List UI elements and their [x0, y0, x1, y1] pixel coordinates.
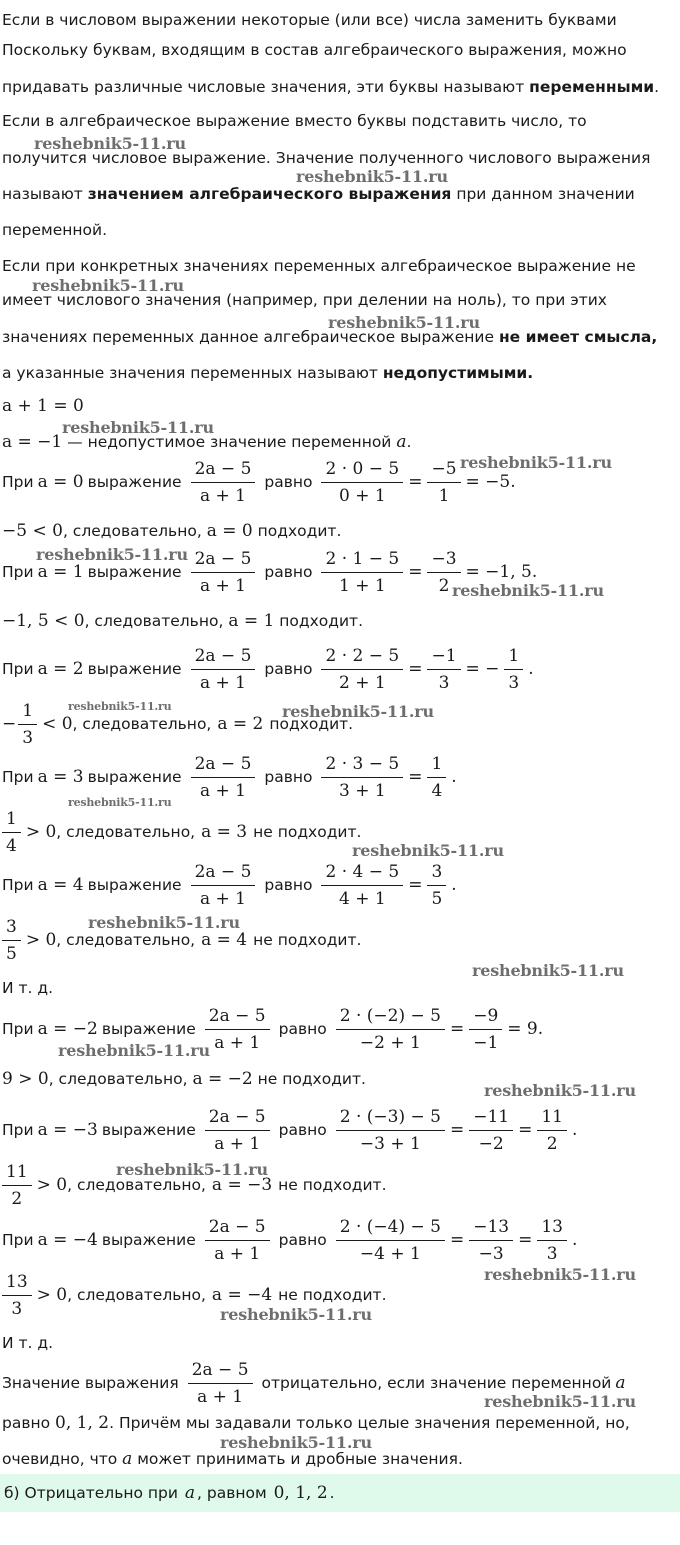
answer-text: б) Отрицательно при a , равном 0, 1, 2 . — [4, 1483, 335, 1503]
watermark: reshebnik5-11.ru — [36, 545, 188, 564]
etc-1: И т. д. — [2, 979, 54, 997]
watermark: reshebnik5-11.ru — [116, 1160, 268, 1179]
case-a0-check: −5 < 0, следовательно, a = 0 подходит. — [2, 521, 342, 541]
answer-box — [0, 1474, 680, 1512]
case-a3-check: $\frac{1}{4}$ > 0 , следовательно, a = 3 не подходит. — [2, 800, 361, 864]
watermark: reshebnik5-11.ru — [220, 1433, 372, 1452]
theory-line-1: Если в числовом выражении некоторые (или все) числа заменить буквами — [2, 11, 617, 29]
watermark: reshebnik5-11.ru — [68, 796, 172, 809]
conclusion-line-3: очевидно, что a может принимать и дробные значения. — [2, 1449, 463, 1469]
theory-line-7: переменной. — [2, 221, 108, 239]
case-a2: При a = 2 выражение $\frac{2a - 5}{a + 1}$ равно $\frac{2 \cdot 2 - 5}{2 + 1}$ = $\frac{-1}{3}$ = − $\frac{1}{3}$ . — [2, 645, 534, 693]
theory-line-3: придавать различные числовые значения, эти буквы называют переменными. — [2, 78, 660, 96]
watermark: reshebnik5-11.ru — [484, 1392, 636, 1411]
case-a-minus4: При a = −4 выражение $\frac{2a - 5}{a + 1}$ равно $\frac{2 \cdot (-4) - 5}{-4 + 1}$ = $\frac{-13}{-3}$ = $\frac{13}{3}$ . — [2, 1216, 578, 1264]
watermark: reshebnik5-11.ru — [282, 702, 434, 721]
watermark: reshebnik5-11.ru — [32, 276, 184, 295]
equation-2: a = −1 — недопустимое значение переменной a. — [2, 432, 412, 452]
watermark: reshebnik5-11.ru — [62, 418, 214, 437]
case-a-minus2: При a = −2 выражение $\frac{2a - 5}{a + 1}$ равно $\frac{2 \cdot (-2) - 5}{-2 + 1}$ = $\frac{-9}{-1}$ = 9. — [2, 1005, 544, 1053]
term-variables: переменными — [529, 78, 655, 96]
conclusion-line-1: Значение выражения $\frac{2a - 5}{a + 1}$ отрицательно, если значение переменной a — [2, 1359, 626, 1407]
theory-line-8: Если при конкретных значениях переменных алгебраическое выражение не — [2, 257, 636, 275]
theory-line-9: имеет числового значения (например, при делении на ноль), то при этих — [2, 291, 607, 309]
term-meaningless: не имеет смысла, — [498, 328, 658, 346]
case-a2-check: − $\frac{1}{3}$ < 0 , следовательно, a = 2 подходит. — [2, 700, 354, 748]
watermark: reshebnik5-11.ru — [68, 700, 172, 713]
watermark: reshebnik5-11.ru — [88, 913, 240, 932]
case-a1: При a = 1 выражение $\frac{2a - 5}{a + 1}$ равно $\frac{2 \cdot 1 - 5}{1 + 1}$ = $\frac{-3}{2}$ = −1, 5. — [2, 548, 538, 596]
theory-line-11: а указанные значения переменных называют недопустимыми. — [2, 364, 534, 382]
watermark: reshebnik5-11.ru — [328, 313, 480, 332]
theory-line-4: Если в алгебраическое выражение вместо буквы подставить число, то — [2, 112, 587, 130]
case-a4: При a = 4 выражение $\frac{2a - 5}{a + 1}$ равно $\frac{2 \cdot 4 - 5}{4 + 1}$ = $\frac{3}{5}$ . — [2, 861, 457, 909]
equation-1: a + 1 = 0 — [2, 396, 84, 416]
theory-line-6: называют значением алгебраического выражения при данном значении — [2, 185, 635, 203]
watermark: reshebnik5-11.ru — [472, 961, 624, 980]
theory-line-2: Поскольку буквам, входящим в состав алгебраического выражения, можно — [2, 41, 627, 59]
watermark: reshebnik5-11.ru — [452, 581, 604, 600]
theory-line-5: получится числовое выражение. Значение полученного числового выражения — [2, 149, 651, 167]
case-a-minus2-check: 9 > 0, следовательно, a = −2 не подходит. — [2, 1069, 366, 1089]
watermark: reshebnik5-11.ru — [58, 1041, 210, 1060]
case-a1-check: −1, 5 < 0, следовательно, a = 1 подходит. — [2, 611, 364, 631]
watermark: reshebnik5-11.ru — [220, 1305, 372, 1324]
case-a4-check: $\frac{3}{5}$ > 0 , следовательно, a = 4 не подходит. — [2, 908, 361, 972]
case-a-minus3: При a = −3 выражение $\frac{2a - 5}{a + 1}$ равно $\frac{2 \cdot (-3) - 5}{-3 + 1}$ = $\frac{-11}{-2}$ = $\frac{11}{2}$ . — [2, 1106, 578, 1154]
watermark: reshebnik5-11.ru — [34, 134, 186, 153]
watermark: reshebnik5-11.ru — [296, 167, 448, 186]
case-a-minus3-check: $\frac{11}{2}$ > 0 , следовательно, a = −3 не подходит. — [2, 1153, 387, 1217]
theory-line-10: значениях переменных данное алгебраическое выражение не имеет смысла, — [2, 328, 658, 346]
watermark: reshebnik5-11.ru — [352, 841, 504, 860]
watermark: reshebnik5-11.ru — [460, 453, 612, 472]
conclusion-line-2: равно 0, 1, 2. Причём мы задавали только целые значения переменной, но, — [2, 1413, 630, 1433]
case-a0: При a = 0 выражение $\frac{2a - 5}{a + 1}$ равно $\frac{2 \cdot 0 - 5}{0 + 1}$ = $\frac{-5}{1}$ = −5. — [2, 458, 516, 506]
case-a3: При a = 3 выражение $\frac{2a - 5}{a + 1}$ равно $\frac{2 \cdot 3 - 5}{3 + 1}$ = $\frac{1}{4}$ . — [2, 753, 457, 801]
watermark: reshebnik5-11.ru — [484, 1265, 636, 1284]
case-a-minus4-check: $\frac{13}{3}$ > 0 , следовательно, a = −4 не подходит. — [2, 1263, 387, 1327]
term-value: значением алгебраического выражения — [87, 185, 452, 203]
watermark: reshebnik5-11.ru — [484, 1081, 636, 1100]
term-invalid: недопустимыми. — [382, 364, 534, 382]
etc-2: И т. д. — [2, 1334, 54, 1352]
